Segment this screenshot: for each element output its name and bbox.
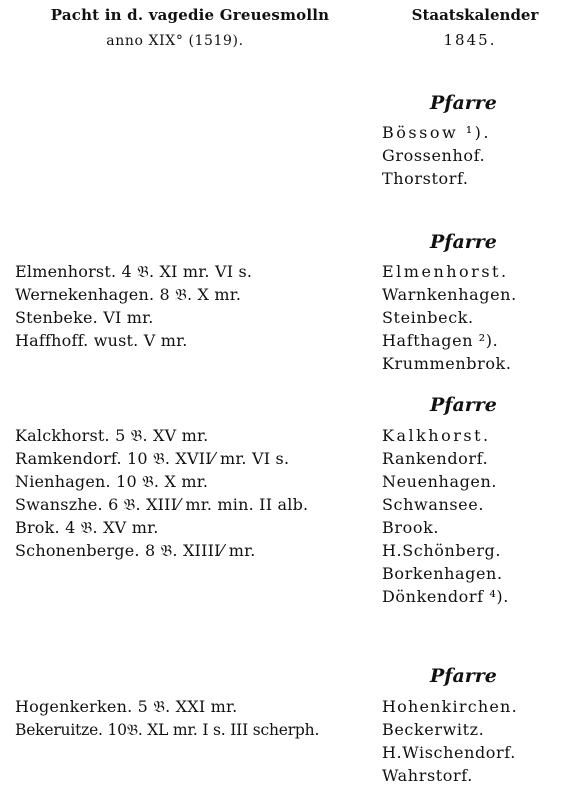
right-entry: Krummenbrok. [382,354,512,373]
left-entry: Hogenkerken. 5 𝔅. XXI mr. [15,697,238,716]
right-entry: Schwansee. [382,495,484,514]
left-entry: Ramkendorf. 10 𝔅. XVII⁄ mr. VI s. [15,449,290,468]
left-entry: Bekeruitze. 10𝔅. XL mr. I s. III scherph. [15,721,320,739]
right-entry: Borkenhagen. [382,564,503,583]
left-entry: Elmenhorst. 4 𝔅. XI mr. VI s. [15,262,253,281]
right-entry: Warnkenhagen. [382,285,517,304]
right-entry: H.Wischendorf. [382,743,516,762]
right-entry: Wahrstorf. [382,766,473,785]
section-4-heading: Pfarre [430,665,497,687]
left-entry: Kalckhorst. 5 𝔅. XV mr. [15,426,209,445]
right-entry: Bössow ¹). [382,123,491,142]
right-entry: Grossenhof. [382,146,486,165]
right-entry: Hohenkirchen. [382,697,518,716]
right-entry: Neuenhagen. [382,472,498,491]
left-entry: Schonenberge. 8 𝔅. XIIII⁄ mr. [15,541,256,560]
right-entry: Kalkhorst. [382,426,491,445]
section-1-heading: Pfarre [430,92,497,114]
left-column-subtitle: anno XIX° (1519). [106,33,244,49]
left-entry: Haffhoff. wust. V mr. [15,331,188,350]
right-entry: Beckerwitz. [382,720,485,739]
section-2-heading: Pfarre [430,231,497,253]
right-entry: Elmenhorst. [382,262,509,281]
right-entry: Thorstorf. [382,169,469,188]
left-entry: Stenbeke. VI mr. [15,308,154,327]
right-entry: H.Schönberg. [382,541,502,560]
right-entry: Steinbeck. [382,308,474,327]
left-column-title: Pacht in d. vagedie Greuesmolln [50,6,330,24]
right-entry: Rankendorf. [382,449,489,468]
left-entry: Nienhagen. 10 𝔅. X mr. [15,472,209,491]
right-entry: Dönkendorf ⁴). [382,587,509,606]
right-entry: Brook. [382,518,440,537]
right-column-subtitle: 1845. [443,31,497,49]
right-column-title: Staatskalender [411,6,539,24]
right-entry: Hafthagen ²). [382,331,499,350]
left-entry: Swanszhe. 6 𝔅. XIII⁄ mr. min. II alb. [15,495,309,514]
section-3-heading: Pfarre [430,394,497,416]
left-entry: Wernekenhagen. 8 𝔅. X mr. [15,285,242,304]
left-entry: Brok. 4 𝔅. XV mr. [15,518,159,537]
